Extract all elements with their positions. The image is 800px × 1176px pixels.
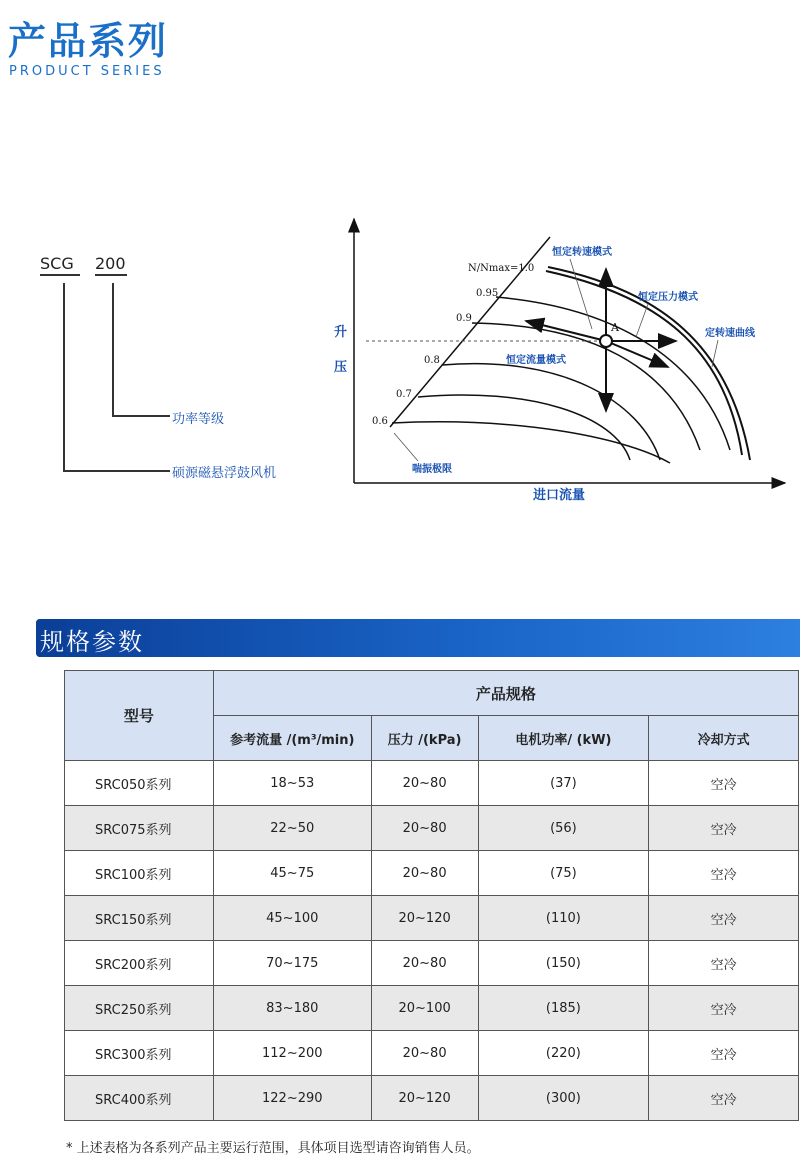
- constant-speed-mode-label: 恒定转速模式: [552, 247, 612, 258]
- constant-pressure-mode-label: 恒定压力模式: [638, 292, 698, 303]
- power-cell: (37): [478, 761, 649, 806]
- cooling-cell: 空冷: [649, 941, 799, 986]
- pressure-cell: 20~80: [371, 851, 478, 896]
- model-cell: SRC250系列: [65, 986, 214, 1031]
- pressure-cell: 20~120: [371, 896, 478, 941]
- constant-pressure-leader: [636, 304, 648, 337]
- power-cell: (300): [478, 1076, 649, 1121]
- spec-section-title: 规格参数: [40, 628, 144, 656]
- model-cell: SRC075系列: [65, 806, 214, 851]
- model-cell: SRC200系列: [65, 941, 214, 986]
- performance-diagram: [330, 205, 790, 505]
- cooling-cell: 空冷: [649, 986, 799, 1031]
- constant-speed-curve-leader: [712, 340, 718, 367]
- table-row: [65, 1076, 799, 1121]
- series-underline: [40, 274, 80, 276]
- power-cell: (150): [478, 941, 649, 986]
- y-axis-label-1: 升: [334, 325, 348, 340]
- cooling-cell: 空冷: [649, 851, 799, 896]
- pressure-cell: 20~120: [371, 1076, 478, 1121]
- series-bracket: [63, 283, 170, 472]
- operating-point: [600, 335, 612, 347]
- pressure-cell: 20~80: [371, 761, 478, 806]
- page-subtitle: PRODUCT SERIES: [9, 64, 165, 79]
- x-axis-label: 进口流量: [533, 488, 586, 503]
- spec-table: [64, 670, 799, 1121]
- col-cooling-header: 冷却方式: [649, 716, 799, 761]
- constant-speed-leader: [570, 259, 592, 329]
- table-row: [65, 896, 799, 941]
- speed-curve-0-7: [418, 395, 630, 460]
- series-code: SCG: [40, 254, 74, 273]
- pressure-cell: 20~80: [371, 1031, 478, 1076]
- model-cell: SRC050系列: [65, 761, 214, 806]
- table-row: [65, 986, 799, 1031]
- pressure-cell: 20~80: [371, 806, 478, 851]
- page-title: 产品系列: [8, 19, 169, 63]
- model-cell: SRC400系列: [65, 1076, 214, 1121]
- cooling-cell: 空冷: [649, 806, 799, 851]
- operating-point-label: A: [611, 321, 619, 334]
- surge-limit-label: 喘振极限: [412, 464, 452, 475]
- speed-ratio-label: N/Nmax=1.0: [468, 263, 535, 274]
- flow-cell: 70~175: [213, 941, 371, 986]
- flow-cell: 83~180: [213, 986, 371, 1031]
- table-row: [65, 1031, 799, 1076]
- power-cell: (220): [478, 1031, 649, 1076]
- footnote: * 上述表格为各系列产品主要运行范围，具体项目选型请咨询销售人员。: [66, 1141, 480, 1156]
- model-cell: SRC150系列: [65, 896, 214, 941]
- table-row: [65, 806, 799, 851]
- model-cell: SRC100系列: [65, 851, 214, 896]
- label-0-8: 0.8: [424, 355, 440, 366]
- arrow-left: [526, 321, 606, 341]
- label-0-95: 0.95: [476, 288, 499, 299]
- col-model-header: 型号: [65, 671, 214, 761]
- flow-cell: 22~50: [213, 806, 371, 851]
- cooling-cell: 空冷: [649, 1031, 799, 1076]
- y-axis-label-2: 压: [334, 360, 348, 375]
- spec-section-bar: [36, 619, 800, 657]
- flow-cell: 45~100: [213, 896, 371, 941]
- power-cell: (110): [478, 896, 649, 941]
- power-code: 200: [95, 254, 126, 273]
- col-power-header: 电机功率/ (kW): [478, 716, 649, 761]
- surge-limit-leader: [394, 433, 418, 461]
- col-pressure-header: 压力 /(kPa): [371, 716, 478, 761]
- label-0-7: 0.7: [396, 389, 412, 400]
- power-cell: (185): [478, 986, 649, 1031]
- model-cell: SRC300系列: [65, 1031, 214, 1076]
- table-row: [65, 851, 799, 896]
- col-flow-header: 参考流量 /(m³/min): [213, 716, 371, 761]
- power-cell: (56): [478, 806, 649, 851]
- constant-flow-mode-label: 恒定流量模式: [506, 355, 566, 366]
- power-level-label: 功率等级: [172, 412, 225, 427]
- flow-cell: 45~75: [213, 851, 371, 896]
- pressure-cell: 20~100: [371, 986, 478, 1031]
- cooling-cell: 空冷: [649, 896, 799, 941]
- constant-speed-curve-label: 定转速曲线: [705, 328, 755, 339]
- cooling-cell: 空冷: [649, 1076, 799, 1121]
- table-row: [65, 761, 799, 806]
- col-group-header: 产品规格: [213, 671, 798, 716]
- power-underline: [95, 274, 127, 276]
- label-0-9: 0.9: [456, 313, 472, 324]
- flow-cell: 122~290: [213, 1076, 371, 1121]
- pressure-cell: 20~80: [371, 941, 478, 986]
- flow-cell: 18~53: [213, 761, 371, 806]
- flow-cell: 112~200: [213, 1031, 371, 1076]
- cooling-cell: 空冷: [649, 761, 799, 806]
- label-0-6: 0.6: [372, 416, 388, 427]
- table-row: [65, 941, 799, 986]
- fan-name-label: 硕源磁悬浮鼓风机: [172, 466, 277, 481]
- speed-curve-0-9: [472, 323, 700, 450]
- power-cell: (75): [478, 851, 649, 896]
